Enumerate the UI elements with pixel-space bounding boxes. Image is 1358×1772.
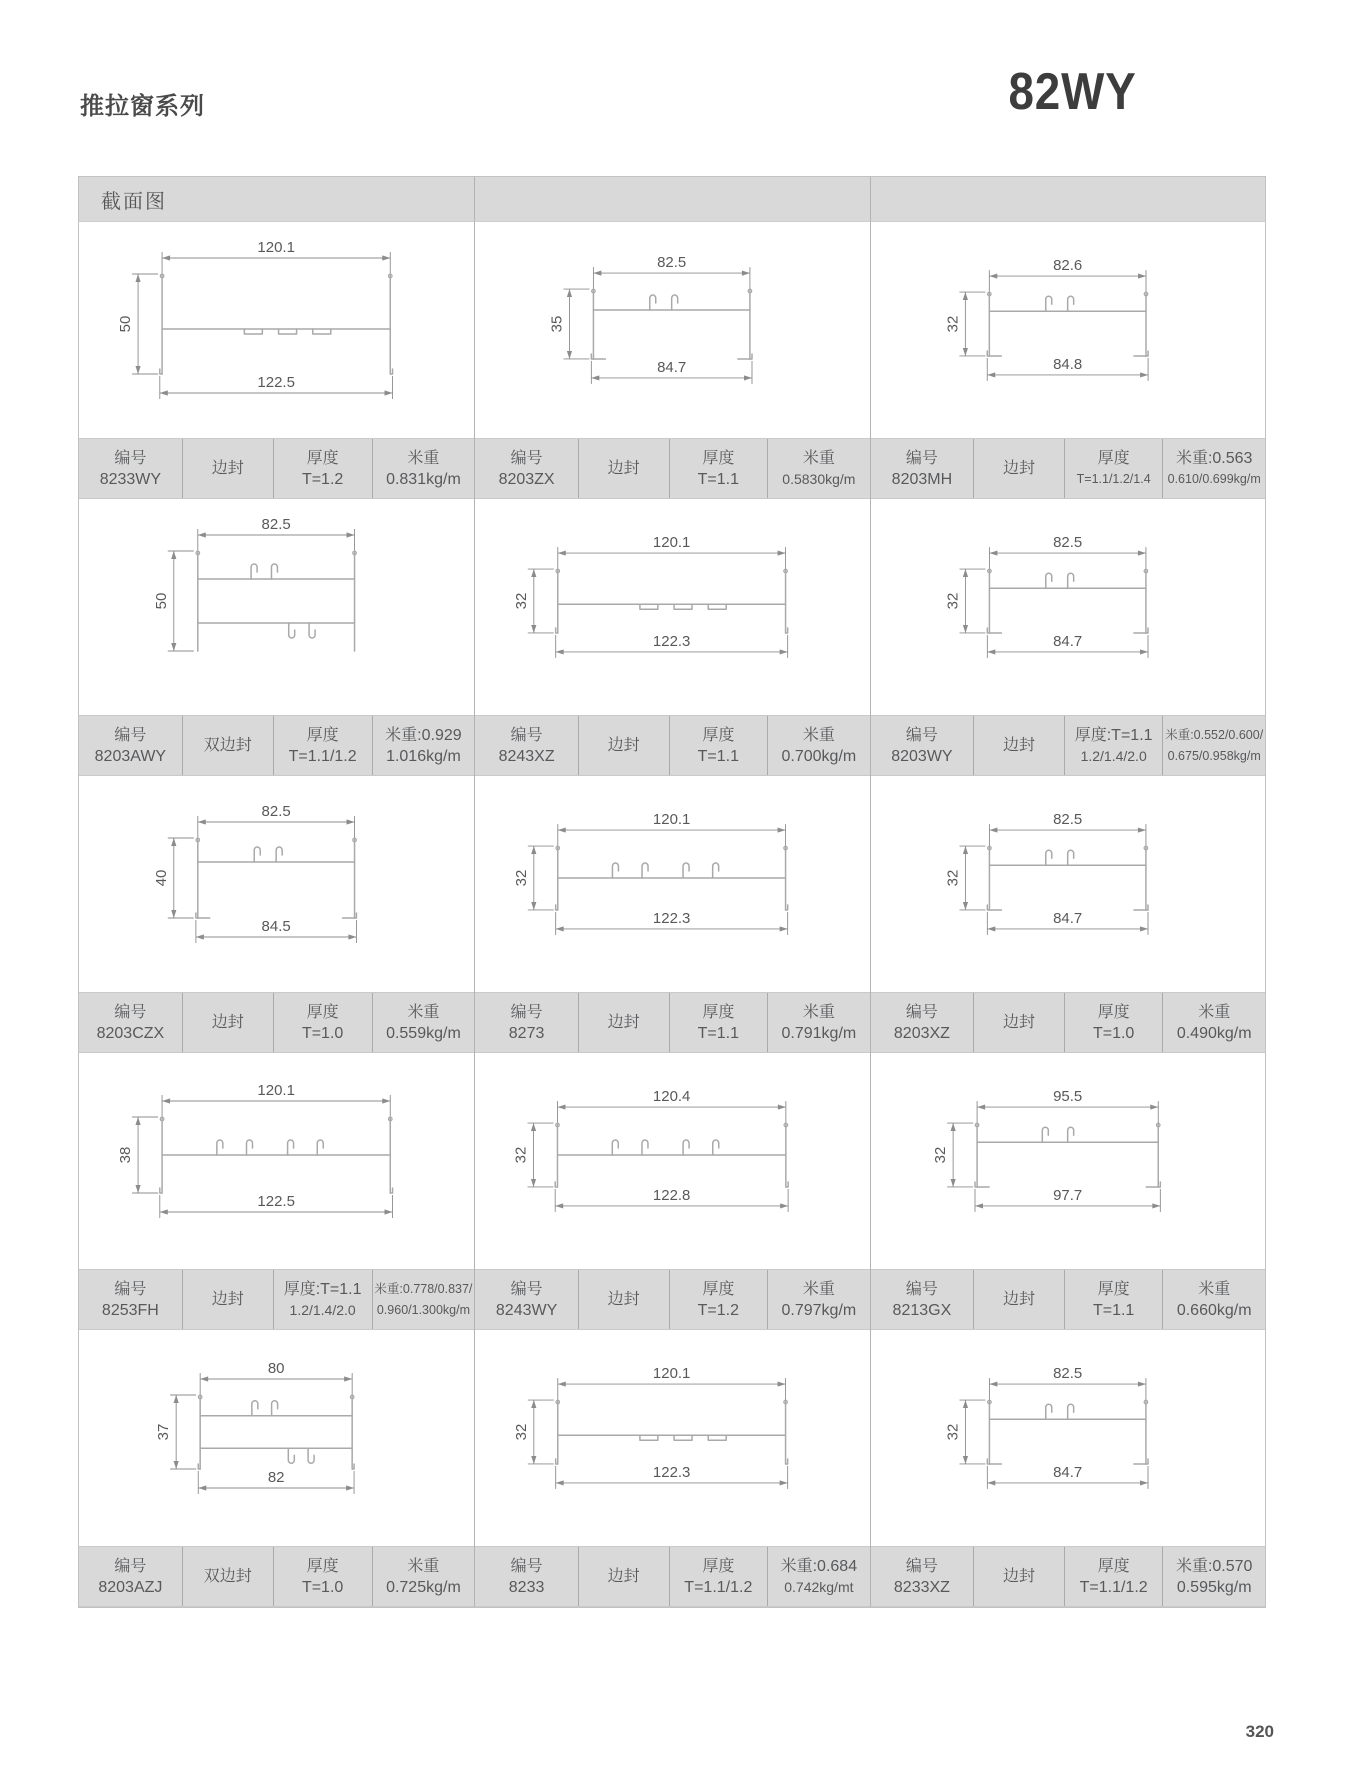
spec-weight-value: 0.725kg/m	[386, 1578, 461, 1596]
svg-text:84.7: 84.7	[1052, 1463, 1082, 1481]
spec-seal	[182, 1270, 273, 1329]
svg-text:32: 32	[944, 869, 962, 887]
spec-weight	[372, 439, 475, 498]
spec-thickness	[273, 716, 372, 775]
spec-bar	[475, 715, 869, 776]
spec-thickness	[669, 1547, 768, 1606]
spec-code-label: 编号	[114, 449, 147, 467]
svg-text:50: 50	[152, 592, 170, 610]
spec-bar	[871, 715, 1265, 776]
spec-weight-label: 米重	[407, 449, 440, 467]
series-title: 推拉窗系列	[80, 93, 205, 120]
spec-seal	[973, 1270, 1064, 1329]
cross-section-drawing	[79, 222, 474, 438]
spec-weight-label: 米重:0.929	[385, 726, 462, 744]
spec-code-label: 编号	[905, 1557, 938, 1575]
spec-code-label: 编号	[510, 1280, 543, 1298]
spec-thickness-value: T=1.1/1.2	[288, 747, 357, 765]
spec-weight-value: 0.490kg/m	[1176, 1024, 1252, 1042]
spec-seal	[973, 1547, 1064, 1606]
spec-code-label: 编号	[905, 726, 938, 744]
spec-weight	[372, 716, 475, 775]
spec-code	[475, 439, 578, 498]
spec-code-value: 8243XZ	[498, 747, 555, 765]
profile-drawing	[871, 499, 1265, 715]
spec-weight	[372, 993, 475, 1052]
spec-thickness-label: 厚度	[306, 1003, 339, 1021]
spec-thickness-label: 厚度	[702, 726, 735, 744]
spec-bar	[475, 438, 869, 499]
spec-seal-value: 双边封	[203, 737, 252, 754]
profile-cell	[79, 1330, 474, 1607]
spec-thickness-value: T=1.0	[1092, 1024, 1135, 1042]
spec-bar	[871, 438, 1265, 499]
cross-section-drawing	[475, 1330, 869, 1546]
spec-thickness-value: T=1.1	[1092, 1301, 1135, 1319]
spec-weight-label: 米重	[407, 1003, 440, 1021]
svg-text:82.5: 82.5	[1052, 534, 1082, 552]
spec-seal-value: 边封	[211, 1014, 244, 1031]
spec-thickness	[1064, 993, 1163, 1052]
spec-code	[475, 1547, 578, 1606]
spec-code-label: 编号	[114, 1003, 147, 1021]
spec-weight-value: 0.700kg/m	[781, 747, 857, 765]
spec-code-label: 编号	[114, 1557, 147, 1575]
spec-weight-label: 米重	[1198, 1003, 1231, 1021]
spec-code	[871, 439, 974, 498]
svg-text:50: 50	[117, 315, 135, 333]
spec-weight-label: 米重	[407, 1557, 440, 1575]
spec-code-value: 8233XZ	[893, 1578, 950, 1596]
spec-weight-label: 米重:0.570	[1175, 1557, 1253, 1575]
spec-weight	[767, 1270, 870, 1329]
spec-weight-value: 0.5830kg/m	[782, 470, 856, 487]
spec-code-value: 8233WY	[99, 470, 162, 488]
profile-cell	[474, 1330, 869, 1607]
spec-code	[79, 993, 182, 1052]
svg-text:84.8: 84.8	[1052, 355, 1082, 373]
profile-drawing	[79, 499, 474, 715]
spec-thickness-label: 厚度	[702, 1003, 735, 1021]
svg-text:82.6: 82.6	[1052, 257, 1082, 275]
spec-seal	[973, 439, 1064, 498]
cross-section-drawing	[871, 1053, 1265, 1269]
page-number: 320	[1245, 1722, 1274, 1741]
spec-seal	[578, 1270, 669, 1329]
spec-code-label: 编号	[905, 449, 938, 467]
svg-text:82.5: 82.5	[1052, 811, 1082, 829]
profile-drawing	[475, 1330, 869, 1546]
spec-bar	[475, 1269, 869, 1330]
spec-thickness-value: T=1.1	[697, 747, 739, 765]
profile-cell	[474, 222, 869, 499]
spec-thickness-value: T=1.2	[301, 470, 344, 488]
spec-weight	[372, 1270, 475, 1329]
spec-code	[871, 993, 974, 1052]
spec-code	[475, 993, 578, 1052]
spec-code	[871, 716, 974, 775]
spec-thickness-value: 1.2/1.4/2.0	[1080, 747, 1147, 764]
spec-weight-value: 0.742kg/mt	[784, 1578, 854, 1595]
spec-seal	[182, 1547, 273, 1606]
svg-text:32: 32	[931, 1146, 949, 1164]
spec-thickness-label: 厚度	[306, 1557, 339, 1575]
profile-spec-table	[78, 176, 1266, 1608]
svg-text:122.5: 122.5	[257, 374, 295, 391]
cross-section-drawing	[475, 499, 869, 715]
spec-bar	[79, 715, 474, 776]
profile-cell	[474, 1053, 869, 1330]
svg-text:82.5: 82.5	[1052, 1365, 1082, 1383]
cross-section-drawing	[475, 1053, 869, 1269]
svg-text:122.5: 122.5	[257, 1193, 295, 1210]
spec-code-label: 编号	[510, 1557, 543, 1575]
cross-section-drawing	[871, 499, 1265, 715]
cross-section-drawing	[475, 222, 869, 438]
spec-code-label: 编号	[905, 1280, 938, 1298]
spec-thickness	[273, 993, 372, 1052]
spec-thickness-label: 厚度	[306, 449, 339, 467]
spec-thickness	[1064, 439, 1163, 498]
svg-text:120.4: 120.4	[653, 1088, 691, 1106]
spec-thickness	[669, 993, 768, 1052]
spec-weight-value: 0.559kg/m	[386, 1024, 461, 1042]
section-header-cell	[474, 177, 869, 222]
spec-thickness	[1064, 716, 1163, 775]
svg-text:32: 32	[512, 1146, 530, 1164]
spec-seal-value: 边封	[607, 1568, 640, 1585]
spec-weight-label: 米重	[802, 1003, 835, 1021]
profile-drawing	[871, 776, 1265, 992]
cross-section-drawing	[871, 776, 1265, 992]
spec-seal-value: 双边封	[203, 1568, 252, 1585]
spec-code-label: 编号	[905, 1003, 938, 1021]
spec-thickness-label: 厚度	[1097, 1003, 1130, 1021]
section-header-cell	[870, 177, 1265, 222]
spec-thickness-value: T=1.1	[697, 470, 739, 488]
spec-thickness-value: T=1.2	[697, 1301, 739, 1319]
spec-seal-value: 边封	[1003, 1291, 1036, 1308]
spec-code-value: 8203ZX	[498, 470, 555, 488]
spec-seal-value: 边封	[1003, 460, 1036, 477]
spec-thickness-label: 厚度	[1097, 449, 1130, 467]
spec-thickness-label: 厚度	[306, 726, 339, 744]
spec-weight-label: 米重:0.778/0.837/	[374, 1281, 473, 1296]
spec-seal-value: 边封	[607, 737, 640, 754]
svg-text:32: 32	[944, 315, 962, 333]
svg-text:82: 82	[267, 1469, 285, 1486]
spec-bar	[79, 992, 474, 1053]
spec-weight	[767, 1547, 870, 1606]
svg-text:122.8: 122.8	[653, 1186, 691, 1204]
svg-text:122.3: 122.3	[653, 909, 691, 927]
spec-code	[871, 1547, 974, 1606]
spec-weight-label: 米重:0.552/0.600/	[1165, 727, 1264, 742]
model-title: 82WY	[1008, 63, 1137, 121]
spec-code-label: 编号	[510, 726, 543, 744]
svg-text:40: 40	[152, 869, 170, 887]
cross-section-drawing	[79, 1330, 474, 1546]
profile-drawing	[475, 222, 869, 438]
svg-text:80: 80	[267, 1360, 285, 1377]
spec-code-value: 8213GX	[892, 1301, 952, 1319]
profile-cell	[474, 499, 869, 776]
spec-code-label: 编号	[510, 1003, 543, 1021]
spec-thickness-value: 1.2/1.4/2.0	[289, 1301, 356, 1318]
spec-code-value: 8253FH	[101, 1301, 159, 1319]
spec-weight-value: 0.960/1.300kg/m	[376, 1302, 470, 1317]
svg-text:82.5: 82.5	[261, 803, 291, 820]
spec-bar	[79, 1269, 474, 1330]
profile-cell	[870, 222, 1265, 499]
spec-code	[79, 1547, 182, 1606]
spec-thickness	[669, 1270, 768, 1329]
spec-seal	[182, 716, 273, 775]
spec-seal	[578, 439, 669, 498]
spec-weight-value: 0.595kg/m	[1176, 1578, 1252, 1596]
cross-section-drawing	[475, 776, 869, 992]
spec-seal-value: 边封	[1003, 1568, 1036, 1585]
profile-cell	[79, 222, 474, 499]
svg-text:84.7: 84.7	[1052, 632, 1082, 650]
spec-code-label: 编号	[510, 449, 543, 467]
svg-text:82.5: 82.5	[261, 516, 291, 533]
spec-code-value: 8203AWY	[94, 747, 167, 765]
svg-text:84.7: 84.7	[657, 358, 687, 376]
spec-bar	[475, 1546, 869, 1607]
svg-text:82.5: 82.5	[657, 254, 687, 272]
spec-code-value: 8203CZX	[96, 1024, 165, 1042]
spec-weight	[372, 1547, 475, 1606]
spec-seal	[578, 1547, 669, 1606]
svg-text:95.5: 95.5	[1052, 1088, 1082, 1106]
spec-weight	[767, 439, 870, 498]
svg-text:122.3: 122.3	[653, 1463, 691, 1481]
svg-text:97.7: 97.7	[1052, 1186, 1082, 1204]
spec-seal-value: 边封	[607, 1291, 640, 1308]
spec-thickness-label: 厚度	[702, 1557, 735, 1575]
spec-weight-label: 米重:0.563	[1175, 449, 1253, 467]
spec-seal	[578, 716, 669, 775]
spec-seal	[182, 439, 273, 498]
spec-thickness-value: T=1.0	[301, 1578, 344, 1596]
profile-drawing	[79, 222, 474, 438]
spec-code-value: 8203MH	[891, 470, 953, 488]
spec-code-value: 8243WY	[495, 1301, 558, 1319]
profile-cell	[79, 499, 474, 776]
profile-drawing	[475, 776, 869, 992]
profile-cell	[870, 1053, 1265, 1330]
svg-text:32: 32	[513, 1423, 531, 1441]
svg-text:84.7: 84.7	[1052, 909, 1082, 927]
svg-text:120.1: 120.1	[257, 1082, 295, 1099]
spec-bar	[475, 992, 869, 1053]
spec-thickness-value: T=1.1/1.2	[684, 1578, 753, 1596]
spec-thickness-label: 厚度	[1097, 1557, 1130, 1575]
spec-code	[79, 716, 182, 775]
spec-thickness-label: 厚度:T=1.1	[1074, 726, 1153, 744]
spec-weight-value: 0.797kg/m	[781, 1301, 857, 1319]
spec-bar	[871, 992, 1265, 1053]
spec-weight-value: 0.791kg/m	[781, 1024, 857, 1042]
spec-thickness	[273, 439, 372, 498]
profile-cell	[79, 776, 474, 1053]
spec-weight-label: 米重	[802, 449, 835, 467]
spec-seal	[578, 993, 669, 1052]
spec-weight-label: 米重	[1198, 1280, 1231, 1298]
spec-thickness-label: 厚度	[702, 449, 735, 467]
profile-drawing	[871, 222, 1265, 438]
spec-code-label: 编号	[114, 726, 147, 744]
spec-thickness	[273, 1270, 372, 1329]
spec-weight-label: 米重	[802, 726, 835, 744]
spec-code-label: 编号	[114, 1280, 147, 1298]
profile-cell	[870, 499, 1265, 776]
profile-drawing	[871, 1053, 1265, 1269]
spec-seal-value: 边封	[211, 1291, 244, 1308]
svg-text:120.1: 120.1	[653, 811, 691, 829]
section-header-cell	[79, 177, 474, 222]
svg-text:84.5: 84.5	[261, 918, 291, 935]
spec-bar	[79, 1546, 474, 1607]
spec-weight	[1162, 716, 1265, 775]
spec-code	[871, 1270, 974, 1329]
spec-code-value: 8233	[508, 1578, 545, 1596]
spec-weight-value: 1.016kg/m	[386, 747, 461, 765]
spec-seal	[182, 993, 273, 1052]
spec-seal	[973, 716, 1064, 775]
spec-thickness	[669, 716, 768, 775]
spec-bar	[871, 1269, 1265, 1330]
spec-thickness-label: 厚度	[1097, 1280, 1130, 1298]
svg-text:38: 38	[117, 1146, 135, 1164]
spec-weight	[1162, 439, 1265, 498]
spec-thickness-label: 厚度:T=1.1	[283, 1280, 362, 1298]
spec-weight	[767, 716, 870, 775]
spec-code-value: 8203AZJ	[98, 1578, 163, 1596]
spec-thickness	[1064, 1547, 1163, 1606]
profile-drawing	[79, 1053, 474, 1269]
svg-text:120.1: 120.1	[653, 534, 691, 552]
spec-thickness	[273, 1547, 372, 1606]
spec-weight-value: 0.675/0.958kg/m	[1167, 748, 1261, 763]
spec-weight	[1162, 1547, 1265, 1606]
spec-code-value: 8203WY	[891, 747, 953, 765]
profile-cell	[870, 1330, 1265, 1607]
spec-bar	[871, 1546, 1265, 1607]
spec-seal-value: 边封	[211, 460, 244, 477]
profile-drawing	[79, 1330, 474, 1546]
svg-text:120.1: 120.1	[653, 1365, 691, 1383]
svg-text:32: 32	[944, 1423, 962, 1441]
cross-section-drawing	[79, 776, 474, 992]
svg-text:37: 37	[155, 1423, 173, 1441]
profile-drawing	[475, 1053, 869, 1269]
spec-seal	[973, 993, 1064, 1052]
svg-text:122.3: 122.3	[653, 632, 691, 650]
spec-thickness-value: T=1.1/1.2/1.4	[1076, 471, 1151, 486]
svg-text:32: 32	[513, 869, 531, 887]
spec-thickness-value: T=1.1	[697, 1024, 739, 1042]
profile-cell	[870, 776, 1265, 1053]
cross-section-drawing	[871, 1330, 1265, 1546]
spec-bar	[79, 438, 474, 499]
spec-thickness	[669, 439, 768, 498]
spec-thickness-value: T=1.0	[301, 1024, 344, 1042]
spec-code	[475, 716, 578, 775]
cross-section-drawing	[871, 222, 1265, 438]
svg-text:32: 32	[513, 592, 531, 610]
spec-weight-label: 米重:0.684	[780, 1557, 858, 1575]
spec-weight-value: 0.831kg/m	[386, 470, 461, 488]
spec-thickness-value: T=1.1/1.2	[1079, 1578, 1148, 1596]
spec-seal-value: 边封	[607, 460, 640, 477]
spec-weight	[1162, 1270, 1265, 1329]
profile-cell	[474, 776, 869, 1053]
svg-text:32: 32	[944, 592, 962, 610]
cross-section-drawing	[79, 1053, 474, 1269]
spec-weight-value: 0.660kg/m	[1176, 1301, 1252, 1319]
spec-weight-label: 米重	[802, 1280, 835, 1298]
spec-code	[475, 1270, 578, 1329]
spec-weight	[1162, 993, 1265, 1052]
section-header-label: 截面图	[101, 190, 167, 213]
profile-drawing	[871, 1330, 1265, 1546]
spec-code	[79, 1270, 182, 1329]
svg-text:35: 35	[548, 315, 566, 333]
spec-thickness-label: 厚度	[702, 1280, 735, 1298]
spec-thickness	[1064, 1270, 1163, 1329]
spec-seal-value: 边封	[607, 1014, 640, 1031]
profile-drawing	[475, 499, 869, 715]
spec-code-value: 8273	[508, 1024, 545, 1042]
profile-cell	[79, 1053, 474, 1330]
cross-section-drawing	[79, 499, 474, 715]
svg-text:120.1: 120.1	[257, 239, 295, 256]
spec-code	[79, 439, 182, 498]
spec-seal-value: 边封	[1003, 737, 1036, 754]
spec-weight	[767, 993, 870, 1052]
spec-weight-value: 0.610/0.699kg/m	[1167, 471, 1261, 486]
spec-seal-value: 边封	[1003, 1014, 1036, 1031]
profile-drawing	[79, 776, 474, 992]
spec-code-value: 8203XZ	[893, 1024, 950, 1042]
